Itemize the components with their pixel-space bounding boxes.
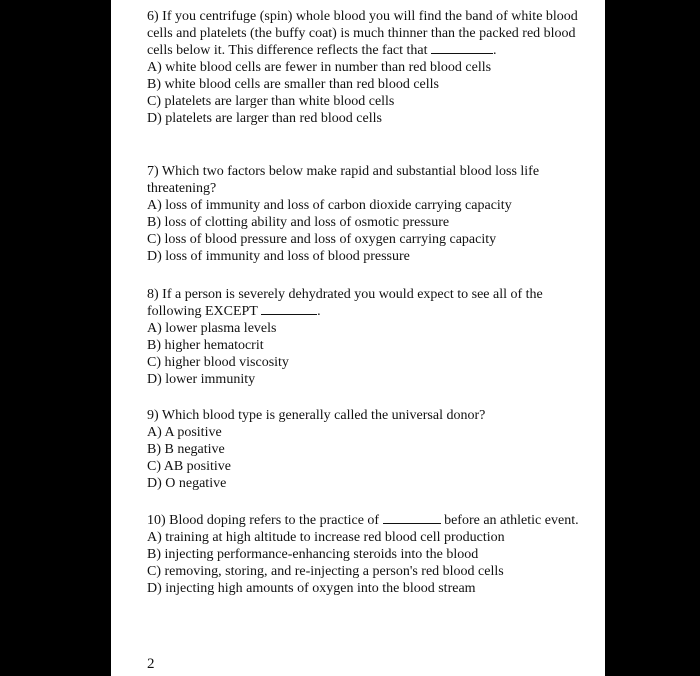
option-d: D) injecting high amounts of oxygen into the blood stream bbox=[147, 581, 476, 596]
option-d: D) platelets are larger than red blood cells bbox=[147, 111, 382, 126]
stem-text: 10) Blood doping refers to the practice of bbox=[147, 513, 380, 528]
question-8 bbox=[147, 286, 587, 388]
option-a: A) white blood cells are fewer in number than red blood cells bbox=[147, 60, 492, 75]
option-b: B) loss of clotting ability and loss of osmotic pressure bbox=[147, 215, 450, 230]
option-c: C) AB positive bbox=[147, 459, 232, 474]
stem-end: . bbox=[493, 43, 497, 58]
stem-end: . bbox=[317, 304, 321, 319]
option-b: B) higher hematocrit bbox=[147, 338, 264, 353]
option-c: C) removing, storing, and re-injecting a person's red blood cells bbox=[147, 564, 504, 579]
stem-text: 6) If you centrifuge (spin) whole blood you will find the band of white blood cells and platelets (the buffy coat) is much thinner than the packed red blood cells below it. This difference reflects the fact that bbox=[147, 9, 578, 58]
question-stem bbox=[147, 407, 587, 424]
option-b: B) injecting performance-enhancing steroids into the blood bbox=[147, 547, 479, 562]
question-stem bbox=[147, 512, 587, 529]
option-a: A) training at high altitude to increase red blood cell production bbox=[147, 530, 505, 545]
option-d: D) lower immunity bbox=[147, 372, 256, 387]
question-6 bbox=[147, 8, 587, 127]
option-b: B) B negative bbox=[147, 442, 225, 457]
option-b: B) white blood cells are smaller than red blood cells bbox=[147, 77, 439, 92]
question-stem bbox=[147, 8, 587, 59]
answer-blank bbox=[431, 53, 493, 54]
page-number: 2 bbox=[147, 656, 155, 672]
stem-text: 8) If a person is severely dehydrated you would expect to see all of the following EXCEPT bbox=[147, 287, 543, 319]
stem-text: 7) Which two factors below make rapid and substantial blood loss life threatening? bbox=[147, 164, 540, 196]
stem-text: 9) Which blood type is generally called the universal donor? bbox=[147, 408, 486, 423]
question-7 bbox=[147, 163, 587, 265]
option-d: D) O negative bbox=[147, 476, 227, 491]
option-a: A) A positive bbox=[147, 425, 222, 440]
question-9 bbox=[147, 407, 587, 492]
question-stem bbox=[147, 286, 587, 320]
question-10 bbox=[147, 512, 587, 597]
option-c: C) loss of blood pressure and loss of oxygen carrying capacity bbox=[147, 232, 497, 247]
option-c: C) platelets are larger than white blood cells bbox=[147, 94, 395, 109]
option-a: A) lower plasma levels bbox=[147, 321, 277, 336]
option-a: A) loss of immunity and loss of carbon dioxide carrying capacity bbox=[147, 198, 512, 213]
answer-blank bbox=[383, 523, 441, 524]
option-d: D) loss of immunity and loss of blood pressure bbox=[147, 249, 410, 264]
stem-end: before an athletic event. bbox=[444, 513, 579, 528]
question-stem bbox=[147, 163, 587, 197]
document-page bbox=[111, 0, 605, 676]
answer-blank bbox=[261, 314, 317, 315]
option-c: C) higher blood viscosity bbox=[147, 355, 289, 370]
